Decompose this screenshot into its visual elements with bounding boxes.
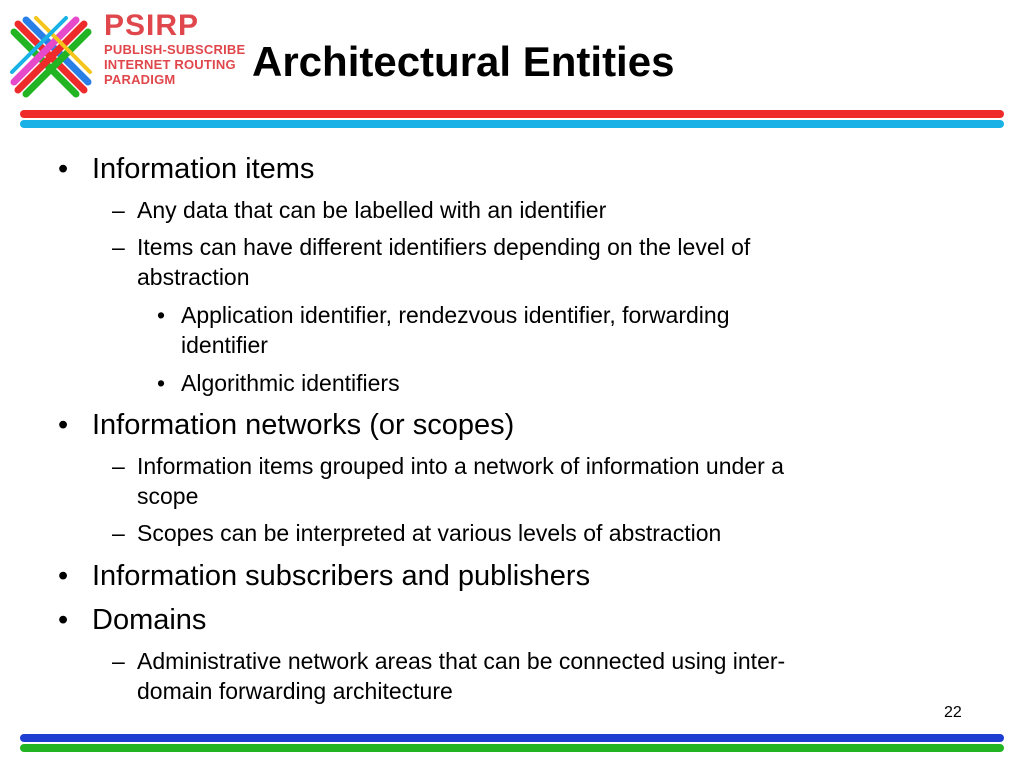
sub-bullet-1-2-line-2: abstraction — [137, 264, 250, 290]
bullet-3-text: Information subscribers and publishers — [92, 560, 591, 592]
sub-bullet-1-1-text: Any data that can be labelled with an identifier — [137, 197, 607, 223]
sub-bullet-1-2-line-1: Items can have different identifiers depending on the level of — [137, 234, 751, 260]
sub-bullet-2-2-text: Scopes can be interpreted at various levels of abstraction — [137, 520, 722, 546]
slide-title: Architectural Entities — [252, 38, 675, 85]
bullet-2-text: Information networks (or scopes) — [92, 409, 515, 441]
bullet-4-text: Domains — [92, 604, 207, 636]
logo-sub-line-1: PUBLISH-SUBSCRIBE — [104, 42, 246, 57]
logo-sub-line-3: PARADIGM — [104, 72, 176, 87]
bullet-1-text: Information items — [92, 153, 315, 185]
sub-bullet-2-1-line-2: scope — [137, 483, 199, 509]
logo-text — [104, 10, 245, 87]
bullet-marker-1: • — [58, 153, 69, 185]
sub-bullet-2-1-line-1: Information items grouped into a network of information under a — [137, 453, 784, 479]
dash-marker-2-2: – — [112, 520, 125, 546]
sub-bullet-4-1-line-2: domain forwarding architecture — [137, 678, 453, 704]
psirp-logo-icon — [8, 14, 94, 100]
sub-sub-bullet-1-2-1-line-1: Application identifier, rendezvous identifier, forwarding — [181, 302, 730, 328]
bullet-marker-4: • — [58, 604, 69, 636]
dash-marker-1-1: – — [112, 197, 125, 223]
logo-sub-line-2: INTERNET ROUTING — [104, 57, 236, 72]
page-number: 22 — [944, 704, 962, 721]
bullet-marker-1-2-2: • — [157, 370, 166, 396]
header-bar-cyan — [20, 120, 1004, 128]
bullet-marker-2: • — [58, 409, 69, 441]
footer-bar-blue — [20, 734, 1004, 742]
header-bar-red — [20, 110, 1004, 118]
footer-bar-green — [20, 744, 1004, 752]
dash-marker-1-2: – — [112, 234, 125, 260]
dash-marker-4-1: – — [112, 648, 125, 674]
sub-sub-bullet-1-2-1-line-2: identifier — [181, 332, 268, 358]
logo-brand: PSIRP — [104, 9, 200, 42]
bullet-marker-3: • — [58, 560, 69, 592]
sub-sub-bullet-1-2-2-text: Algorithmic identifiers — [181, 370, 400, 396]
bullet-marker-1-2-1: • — [157, 302, 166, 328]
sub-bullet-4-1-line-1: Administrative network areas that can be connected using inter- — [137, 648, 786, 674]
dash-marker-2-1: – — [112, 453, 125, 479]
